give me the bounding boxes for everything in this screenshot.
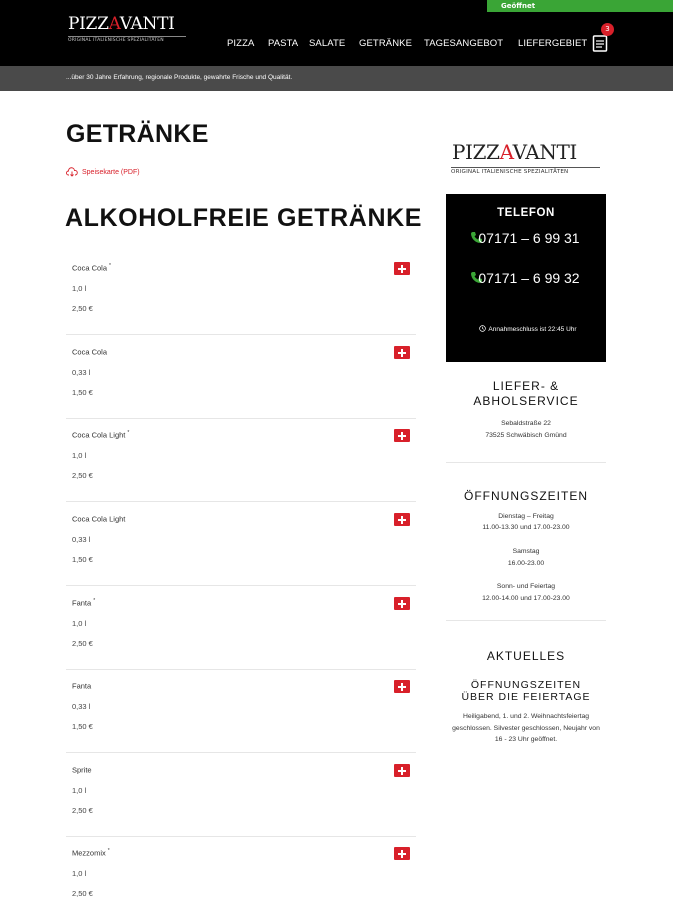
phone-heading: TELEFON <box>497 207 555 219</box>
item-size: 1,0 l <box>72 619 87 628</box>
sidebar-logo <box>452 141 577 163</box>
add-to-cart-button[interactable] <box>394 513 410 526</box>
item-name <box>72 848 110 858</box>
menu-item <box>66 335 416 419</box>
logo-accent: A <box>108 14 120 34</box>
item-price: 2,50 € <box>72 889 93 898</box>
logo-part-1: PIZZ <box>452 140 500 164</box>
add-to-cart-button[interactable] <box>394 346 410 359</box>
delivery-city: 73525 Schwäbisch Gmünd <box>485 432 567 439</box>
item-footnote-mark: * <box>107 848 110 854</box>
tagline-text: ...über 30 Jahre Erfahrung, regionale Produkte, gewahrte Frische und Qualität. <box>66 74 293 81</box>
menu-item <box>66 502 416 586</box>
item-name <box>72 514 127 524</box>
pdf-menu-link[interactable] <box>66 167 140 177</box>
phone-number-2[interactable]: 07171 – 6 99 32 <box>478 270 580 286</box>
order-deadline-text: Annahmeschluss ist 22:45 Uhr <box>488 326 577 333</box>
add-to-cart-button[interactable] <box>394 680 410 693</box>
order-deadline-note <box>460 323 596 336</box>
item-size: 0,33 l <box>72 368 91 377</box>
menu-item <box>66 251 416 335</box>
add-to-cart-button[interactable] <box>394 764 410 777</box>
sidebar-divider <box>446 462 606 463</box>
phone-box <box>446 194 606 362</box>
item-name <box>72 681 93 691</box>
menu-item <box>66 836 416 900</box>
open-status-badge: Geöffnet <box>487 0 673 12</box>
add-to-cart-button[interactable] <box>394 262 410 275</box>
nav-item-pasta[interactable]: PASTA <box>268 38 299 49</box>
cloud-download-icon <box>66 167 78 177</box>
item-size: 1,0 l <box>72 786 87 795</box>
opening-hours-heading: ÖFFNUNGSZEITEN <box>464 489 588 503</box>
nav-item-tagesangebot[interactable]: TAGESANGEBOT <box>424 38 504 49</box>
hours-days: Dienstag – Freitag <box>498 513 554 520</box>
item-price: 2,50 € <box>72 471 93 480</box>
item-size: 1,0 l <box>72 284 87 293</box>
item-name-text: Coca Cola Light <box>72 514 126 524</box>
item-price: 2,50 € <box>72 639 93 648</box>
item-name <box>72 347 109 357</box>
add-to-cart-button[interactable] <box>394 597 410 610</box>
nav-item-liefergebiet[interactable]: LIEFERGEBIET <box>518 38 588 49</box>
item-size: 1,0 l <box>72 869 87 878</box>
item-name <box>72 430 129 440</box>
item-price: 2,50 € <box>72 806 93 815</box>
item-footnote-mark: * <box>109 263 111 269</box>
item-name-text: Coca Cola <box>72 347 108 357</box>
item-price: 1,50 € <box>72 555 93 564</box>
section-title: ALKOHOLFREIE GETRÄNKE <box>65 204 423 232</box>
item-name <box>72 263 111 273</box>
hours-times: 16.00-23.00 <box>507 560 545 567</box>
phone-number-1[interactable]: 07171 – 6 99 31 <box>478 230 580 246</box>
news-text: Heiligabend, 1. und 2. Weihnachtsfeiertag geschlossen. Silvester geschlossen, Neujahr von 16 - 23 Uhr geöffnet. <box>452 713 600 743</box>
pdf-menu-label: Speisekarte (PDF) <box>82 168 140 176</box>
delivery-heading: LIEFER- & ABHOLSERVICE <box>473 379 579 408</box>
clock-icon <box>479 325 486 332</box>
cart-count-badge: 3 <box>601 23 614 36</box>
item-price: 2,50 € <box>72 304 93 313</box>
nav-item-getraenke[interactable]: GETRÄNKE <box>359 38 413 49</box>
sidebar-logo-subtitle: ORIGINAL ITALIENISCHE SPEZIALITÄTEN <box>451 167 600 175</box>
hours-times: 11.00-13.30 und 17.00-23.00 <box>482 524 570 531</box>
logo-part-1: PIZZ <box>68 14 109 34</box>
item-name <box>72 598 95 608</box>
menu-item <box>66 753 416 837</box>
item-footnote-mark: * <box>127 430 130 436</box>
item-name-text: Coca Cola Light <box>72 430 126 440</box>
nav-item-pizza[interactable]: PIZZA <box>227 38 255 49</box>
menu-item <box>66 669 416 753</box>
item-name-text: Coca Cola <box>72 263 108 273</box>
logo-accent: A <box>499 140 513 164</box>
news-heading: AKTUELLES <box>486 649 566 663</box>
news-title: ÖFFNUNGSZEITEN ÜBER DIE FEIERTAGE <box>461 679 591 703</box>
hours-times: 12.00-14.00 und 17.00-23.00 <box>482 595 570 602</box>
add-to-cart-button[interactable] <box>394 847 410 860</box>
header-logo[interactable] <box>68 15 175 33</box>
item-name-text: Fanta <box>72 598 92 608</box>
logo-part-2: VANTI <box>119 14 175 34</box>
header-logo-subtitle: ORIGINAL ITALIENISCHE SPEZIALITÄTEN <box>68 36 186 43</box>
item-footnote-mark: * <box>93 598 96 604</box>
add-to-cart-button[interactable] <box>394 429 410 442</box>
item-name-text: Sprite <box>72 765 92 775</box>
sidebar-divider <box>446 620 606 621</box>
item-name-text: Fanta <box>72 681 92 691</box>
delivery-street: Sebaldstraße 22 <box>501 420 551 427</box>
hours-days: Sonn- und Feiertag <box>496 583 556 590</box>
item-name-text: Mezzomix <box>72 848 106 858</box>
item-size: 0,33 l <box>72 535 91 544</box>
item-name <box>72 765 94 775</box>
item-price: 1,50 € <box>72 388 93 397</box>
hours-days: Samstag <box>512 548 540 555</box>
menu-item <box>66 418 416 502</box>
item-size: 0,33 l <box>72 702 91 711</box>
item-price: 1,50 € <box>72 722 93 731</box>
logo-part-2: VANTI <box>512 140 577 164</box>
item-size: 1,0 l <box>72 451 87 460</box>
page-title: GETRÄNKE <box>66 120 209 148</box>
nav-item-salate[interactable]: SALATE <box>309 38 346 49</box>
menu-item <box>66 586 416 670</box>
